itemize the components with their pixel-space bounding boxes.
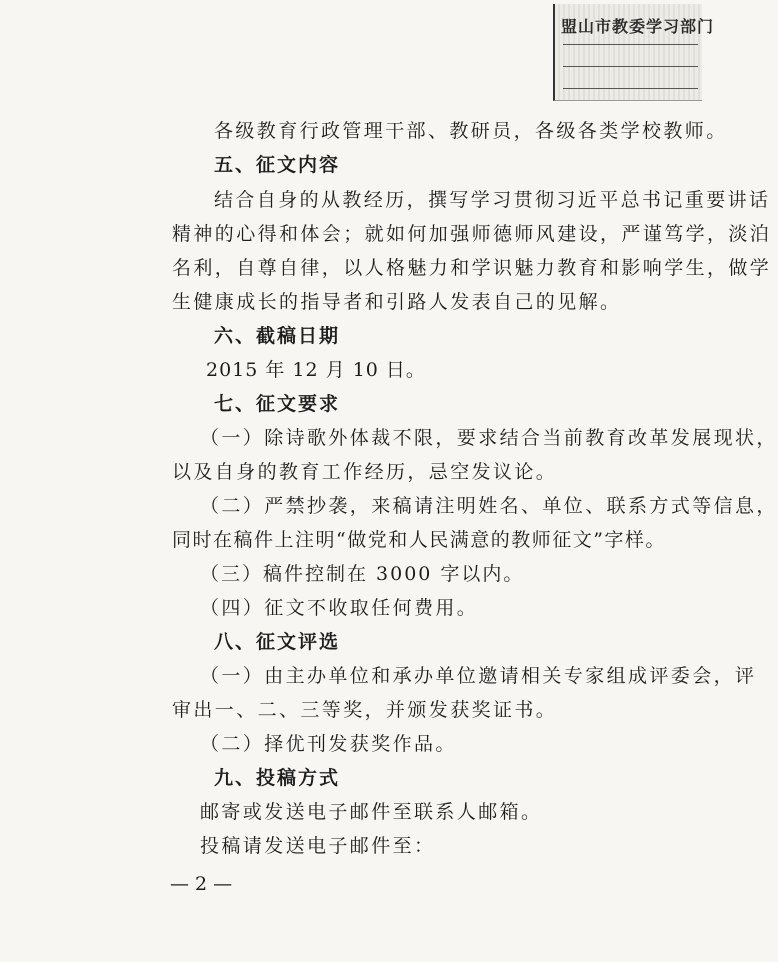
- body-line: 各级教育行政管理干部、教研员，各级各类学校教师。: [214, 120, 728, 142]
- section-heading: 八、征文评选: [214, 631, 341, 653]
- body-line: （一）除诗歌外体裁不限，要求结合当前教育改革发展现状，: [200, 427, 778, 449]
- stamp-rule: [563, 44, 698, 45]
- stamp-text: 盟山市教委学习部门: [561, 17, 715, 36]
- receipt-stamp: [553, 4, 715, 101]
- stamp-rule: [563, 88, 698, 89]
- body-line: （四）征文不收取任何费用。: [200, 597, 479, 619]
- body-line: （二）择优刊发获奖作品。: [200, 733, 457, 755]
- body-line: 审出一、二、三等奖，并颁发获奖证书。: [172, 699, 558, 721]
- section-heading: 七、征文要求: [214, 393, 341, 415]
- section-heading: 九、投稿方式: [214, 767, 341, 789]
- body-line: 名利，自尊自律，以人格魅力和学识魅力教育和影响学生，做学: [172, 257, 772, 279]
- body-line: （二）严禁抄袭，来稿请注明姓名、单位、联系方式等信息，: [200, 495, 778, 517]
- page-number: — 2 —: [170, 873, 233, 895]
- body-line: （三）稿件控制在 3000 字以内。: [200, 563, 525, 585]
- body-line: 结合自身的从教经历，撰写学习贯彻习近平总书记重要讲话: [214, 189, 771, 211]
- body-line: 同时在稿件上注明“做党和人民满意的教师征文”字样。: [172, 529, 666, 551]
- body-line: 生健康成长的指导者和引路人发表自己的见解。: [172, 291, 622, 313]
- body-line: （一）由主办单位和承办单位邀请相关专家组成评委会，评: [200, 665, 757, 687]
- stamp-rule: [563, 66, 698, 67]
- section-heading: 六、截稿日期: [214, 325, 341, 347]
- deadline-date: 2015 年 12 月 10 日。: [206, 359, 426, 381]
- body-line: 投稿请发送电子邮件至：: [200, 835, 436, 857]
- section-heading: 五、征文内容: [214, 154, 341, 176]
- body-line: 精神的心得和体会；就如何加强师德师风建设，严谨笃学，淡泊: [172, 223, 772, 245]
- body-line: 邮寄或发送电子邮件至联系人邮箱。: [200, 801, 543, 823]
- body-line: 以及自身的教育工作经历，忌空发议论。: [172, 461, 558, 483]
